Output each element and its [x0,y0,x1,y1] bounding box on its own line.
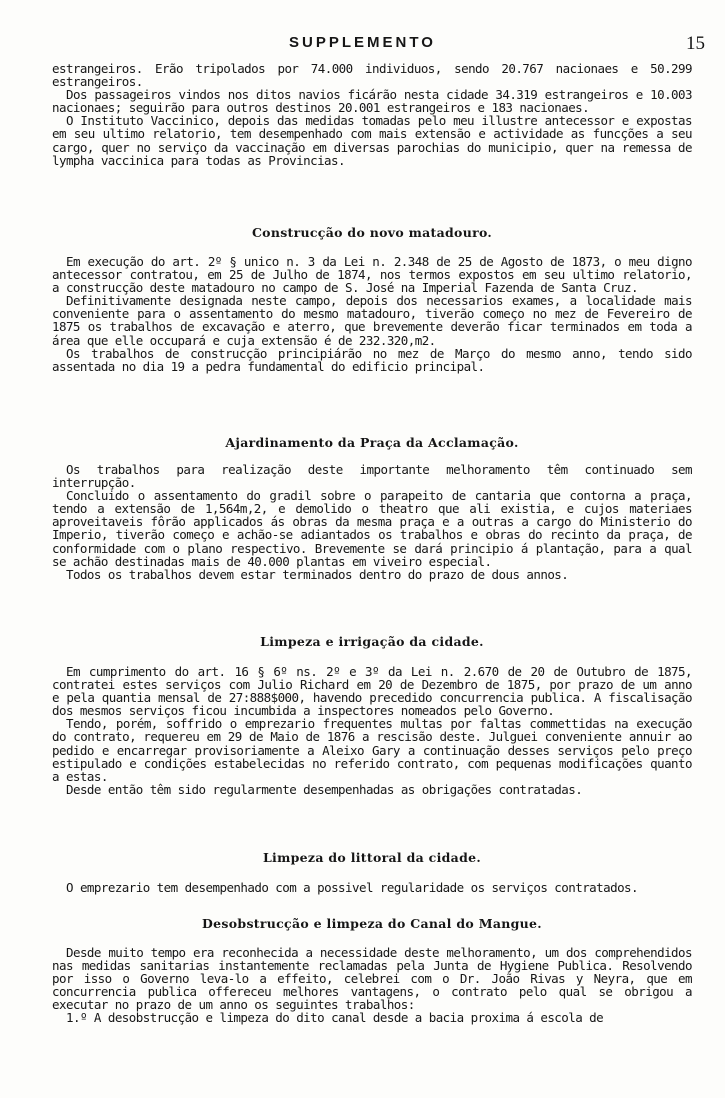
running-title: SUPPLEMENTO [289,34,436,51]
section-heading: Limpeza e irrigação da cidade. [260,634,484,649]
page-header [0,34,725,56]
section-heading: Desobstrucção e limpeza do Canal do Mangue. [202,916,542,931]
paragraph: Desde então têm sido regularmente desempenhadas as obrigações contratadas. [66,781,583,797]
section-body [52,255,692,373]
section-body [52,946,692,1025]
intro-block [52,62,692,167]
paragraph: Em execução do art. 2º § unico n. 3 da Lei n. 2.348 de 25 de Agosto de 1873, o meu digno antecessor contratou, em 25 de Julho de 1874, nos termos expostos em seu ultimo relatorio, a construcção deste matadouro no campo de S. José na Imperial Fazenda de Santa Cruz. [52,254,692,296]
section-heading: Construcção do novo matadouro. [251,225,493,240]
paragraph: estrangeiros. Erão tripolados por 74.000 individuos, sendo 20.767 nacionaes e 50.299 estrangeiros. [52,61,692,90]
section-heading: Limpeza do littoral da cidade. [262,850,482,865]
section-body [52,463,692,581]
paragraph: Dos passageiros vindos nos ditos navios ficárão nesta cidade 34.319 estrangeiros e 10.003 nacionaes; seguirão para outros destinos 20.001 estrangeiros e 183 nacionaes. [52,87,692,116]
paragraph: Em cumprimento do art. 16 § 6º ns. 2º e 3º da Lei n. 2.670 de 20 de Outubro de 1875, contratei estes serviços com Julio Richard em 20 de Dezembro de 1875, por prazo de um anno e pela quantia mensal de 27:888$000, havendo precedido concurrencia publica. A fiscalisação dos mesmos serviços ficou incumbida a inspectores nomeados pelo Governo. [52,664,692,719]
section-heading: Ajardinamento da Praça da Acclamação. [225,435,519,450]
paragraph: Concluido o assentamento do gradil sobre o parapeito de cantaria que contorna a praça, tendo a extensão de 1,564m,2, e demolido o theatro que ali existia, e cujos materiaes aproveitaveis fôrão applicados ás obras da mesma praça e a outras a cargo do Ministerio do Imperio, tiverão começo e achão-se adiantados os trabalhos e obras do recinto da praça, de conformidade com o plano respectivo. Brevemente se dará principio á plantação, para a qual se achão destinadas mais de 40.000 plantas em viveiro especial. [52,488,692,569]
section-body [52,881,692,894]
page-number: 15 [686,33,705,54]
paragraph: O emprezario tem desempenhado com a possivel regularidade os serviços contratados. [66,880,639,895]
paragraph: O Instituto Vaccinico, depois das medidas tomadas pelo meu illustre antecessor e expostas em seu ultimo relatorio, tem desempenhado com mais extensão e actividade as funcções a seu cargo, quer no serviço da vaccinação em diversas parochias do municipio, quer na remessa de lympha vaccinica para todas as Provincias. [52,113,692,168]
paragraph: 1.º A desobstrucção e limpeza do dito canal desde a bacia proxima á escola de [66,1010,604,1026]
paragraph: Desde muito tempo era reconhecida a necessidade deste melhoramento, um dos comprehendidos nas medidas sanitarias instantemente reclamadas pela Junta de Hygiene Publica. Resolvendo por isso o Governo leva-lo a effeito, celebrei com o Dr. João Rivas y Neyra, que em concurrencia publica offereceu melhores vantagens, o contrato pelo qual se obrigou a executar no prazo de um anno os seguintes trabalhos: [52,945,692,1013]
section-body [52,665,692,796]
paragraph: Tendo, porém, soffrido o emprezario frequentes multas por faltas commettidas na execução do contrato, requereu em 29 de Maio de 1876 a rescisão deste. Julguei conveniente annuir ao pedido e encarregar provisoriamente a Aleixo Gary a continuação desses serviços pelo preço estipulado e condições estabelecidas no referido contrato, com pequenas modificações quanto a estas. [52,716,692,784]
paragraph: Os trabalhos de construcção principiárão no mez de Março do mesmo anno, tendo sido assentada no dia 19 a pedra fundamental do edificio principal. [52,345,692,374]
paragraph: Definitivamente designada neste campo, depois dos necessarios exames, a localidade mais conveniente para o assentamento do mesmo matadouro, tiverão começo no mez de Fevereiro de 1875 os trabalhos de excavação e aterro, que brevemente deverão ficar terminados em toda a área que elle occupará e cuja extensão é de 232.320,m2. [52,293,692,348]
paragraph: Todos os trabalhos devem estar terminados dentro do prazo de dous annos. [66,566,569,582]
paragraph: Os trabalhos para realização deste importante melhoramento têm continuado sem interrupção. [52,462,692,491]
